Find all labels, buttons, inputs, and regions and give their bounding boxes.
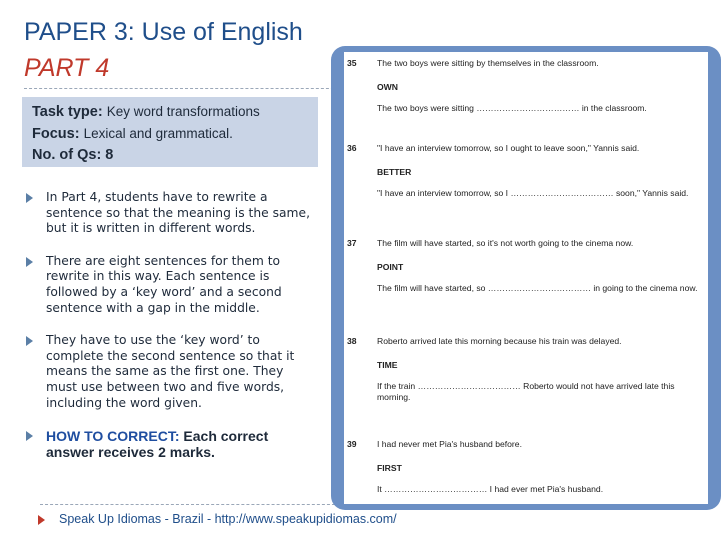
focus-value: Lexical and grammatical. (83, 126, 233, 141)
question-number: 36 (347, 143, 357, 153)
task-info-box (22, 97, 318, 167)
question-number: 38 (347, 336, 357, 346)
focus-label: Focus: (32, 126, 80, 142)
question-gapped-sentence: "I have an interview tomorrow, so I ……………………………… soon," Yannis said. (377, 188, 689, 198)
question-number: 37 (347, 238, 357, 248)
bullet-item (22, 190, 318, 237)
question-sentence: "I have an interview tomorrow, so I ought to leave soon," Yannis said. (377, 143, 640, 153)
bullet-text: They have to use the ‘key word’ to complete the second sentence so that it means the same as the first one. They must use between two and five words, including the word given. (46, 333, 295, 410)
bullet-item (22, 254, 318, 316)
title-divider (24, 88, 344, 89)
bullet-arrow-icon (26, 431, 33, 441)
footer-text: Speak Up Idiomas - Brazil - http://www.speakupidiomas.com/ (59, 512, 397, 526)
num-questions-line (32, 145, 308, 166)
question-number: 39 (347, 439, 357, 449)
question-keyword: BETTER (377, 167, 412, 177)
correction-text: Each correct answer receives 2 marks. (46, 428, 269, 461)
question-sentence: Roberto arrived late this morning because his train was delayed. (377, 336, 622, 346)
footer-arrow-icon (38, 515, 45, 525)
question-gapped-sentence: The film will have started, so ……………………………… in going to the cinema now. (377, 283, 698, 293)
question-gapped-sentence: The two boys were sitting ……………………………… in the classroom. (377, 103, 647, 113)
question-sentence: The two boys were sitting by themselves in the classroom. (377, 58, 599, 68)
bullet-arrow-icon (26, 257, 33, 267)
task-type-value: Key word transformations (106, 104, 260, 119)
bullet-item-correction (22, 428, 318, 460)
bullet-arrow-icon (26, 193, 33, 203)
bullet-list (22, 190, 318, 477)
footer (38, 512, 397, 526)
part-heading: PART 4 (24, 54, 110, 82)
exam-sheet (344, 52, 708, 504)
question-keyword: POINT (377, 262, 404, 272)
bullet-text: There are eight sentences for them to rewrite in this way. Each sentence is followed by a ‘key word’ and a second sentence with a gap in the middle. (46, 253, 282, 315)
question-keyword: TIME (377, 360, 398, 370)
question-gapped-sentence: If the train ……………………………… Roberto would not have arrived late this morning. (377, 381, 675, 402)
task-type-line (32, 101, 308, 123)
focus-line (32, 123, 308, 145)
bullet-item (22, 333, 318, 411)
footer-divider (40, 504, 340, 505)
page-title: PAPER 3: Use of English (24, 18, 303, 46)
question-number: 35 (347, 58, 357, 68)
question-gapped-sentence: It ……………………………… I had ever met Pia's husband. (377, 484, 604, 494)
question-keyword: OWN (377, 82, 399, 92)
question-sentence: The film will have started, so it's not worth going to the cinema now. (377, 238, 634, 248)
correction-label: HOW TO CORRECT: (46, 428, 180, 445)
task-type-label: Task type: (32, 104, 103, 120)
num-questions-label: No. of Qs: 8 (32, 147, 114, 163)
bullet-arrow-icon (26, 336, 33, 346)
bullet-text: In Part 4, students have to rewrite a sentence so that the meaning is the same, but it is written in different words. (46, 190, 311, 236)
question-keyword: FIRST (377, 463, 402, 473)
question-sentence: I had never met Pia's husband before. (377, 439, 522, 449)
